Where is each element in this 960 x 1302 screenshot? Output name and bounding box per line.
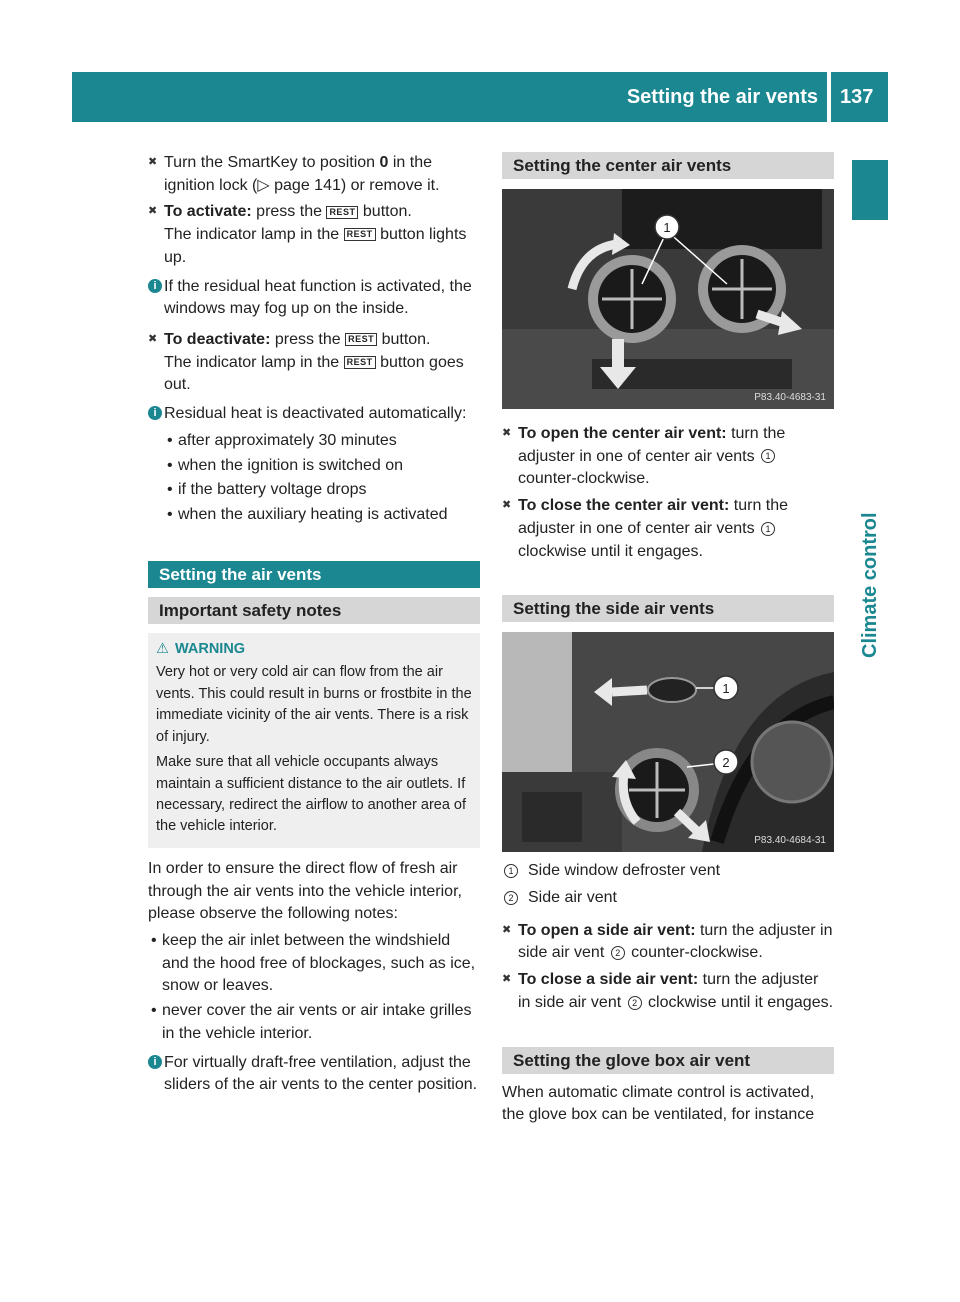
step-label: To open a side air vent: (518, 921, 696, 939)
side-vents-illustration (502, 632, 834, 852)
text: button goes out. (164, 353, 464, 394)
step-open-side-vent (502, 920, 834, 965)
list-item: • when the auxiliary heating is activated (167, 506, 448, 524)
callout-number: 1 (761, 449, 775, 463)
step-close-center-vent (502, 495, 834, 563)
list-item: • when the ignition is switched on (167, 456, 404, 474)
text: press the (251, 203, 327, 221)
page-reference[interactable]: ▷ page 141 (257, 176, 341, 194)
rest-key-icon: REST (345, 333, 377, 346)
step-arrow-icon: ✖ (502, 499, 512, 512)
info-icon: i (148, 279, 162, 293)
text: counter-clockwise. (518, 470, 650, 488)
step-label: To activate: (164, 203, 252, 221)
callout-number: 2 (611, 946, 625, 960)
step-turn-smartkey (148, 152, 480, 197)
callout-number: 1 (761, 522, 775, 536)
page-number: 137 (840, 86, 874, 108)
center-air-vents-photo (502, 189, 834, 409)
step-arrow-icon: ✖ (502, 923, 512, 936)
chapter-label: Climate control (859, 512, 881, 658)
rest-key-icon: REST (344, 356, 376, 369)
step-activate (148, 201, 480, 269)
left-column (148, 152, 480, 1105)
warning-triangle-icon: ⚠ (156, 640, 169, 657)
text: The indicator lamp in the (164, 226, 344, 244)
step-label: To deactivate: (164, 331, 271, 349)
text: counter-clockwise. (626, 944, 763, 962)
image-code: P83.40-4683-31 (754, 391, 826, 403)
text: clockwise until it engages. (518, 542, 703, 560)
text: button lights up. (164, 226, 467, 266)
text: The indicator lamp in the (164, 353, 344, 371)
callout-number: 1 (663, 220, 671, 235)
step-close-side-vent (502, 969, 834, 1014)
warning-box (148, 633, 480, 848)
step-label: To open the center air vent: (518, 425, 727, 442)
side-tab (852, 160, 888, 220)
step-arrow-icon: ✖ (502, 427, 512, 439)
step-arrow-icon: ✖ (502, 973, 512, 986)
info-icon: i (148, 406, 162, 420)
text: turn the adjuster in side air vent (518, 921, 833, 962)
list-item-text: if the battery voltage drops (178, 481, 367, 499)
header-divider (827, 72, 831, 122)
image-code: P83.40-4684-31 (754, 835, 826, 847)
list-item-text: after approximately 30 minutes (178, 431, 397, 449)
text: turn the adjuster in one of center air vents (518, 425, 786, 465)
glove-box-paragraph: When automatic climate control is activated, the glove box can be ventilated, for instance (502, 1083, 815, 1124)
legend-item (502, 860, 834, 883)
legend-item (502, 887, 834, 910)
right-column (502, 152, 834, 1131)
callout-number: 1 (722, 681, 730, 697)
text: clockwise until it engages. (643, 993, 834, 1011)
step-arrow-icon: ✖ (148, 156, 158, 168)
bullet-list (164, 430, 480, 527)
center-vents-illustration (502, 189, 834, 409)
list-item: • if the battery voltage drops (167, 481, 367, 499)
subsection-heading: Important safety notes (148, 597, 480, 624)
info-icon: i (148, 1055, 162, 1069)
warning-heading (156, 639, 472, 660)
subsection-heading: Setting the center air vents (502, 152, 834, 179)
text: button. (377, 331, 431, 349)
list-item: • keep the air inlet between the windshield and the hood free of blockages, such as ice, snow or leaves. (151, 932, 476, 995)
step-open-center-vent (502, 423, 834, 491)
callout-number: 2 (628, 996, 642, 1010)
info-text: Residual heat is deactivated automatically: (164, 405, 467, 423)
rest-key-icon: REST (344, 228, 376, 241)
position-value: 0 (379, 154, 389, 171)
list-item-text: never cover the air vents or air intake grilles in the vehicle interior. (162, 1002, 472, 1042)
list-item: • never cover the air vents or air intake grilles in the vehicle interior. (151, 1002, 472, 1042)
text: press the (270, 331, 346, 349)
info-text: For virtually draft-free ventilation, adjust the sliders of the air vents to the center position. (164, 1053, 478, 1094)
subsection-heading: Setting the glove box air vent (502, 1047, 834, 1074)
intro-paragraph: In order to ensure the direct flow of fresh air through the air vents into the vehicle interior, please observe the following notes: (148, 859, 462, 923)
warning-title: WARNING (175, 640, 246, 657)
warning-text: Make sure that all vehicle occupants always maintain a sufficient distance to the air outlets. If necessary, redirect the airflow to another area of the vehicle interior. (156, 754, 467, 835)
section-heading: Setting the air vents (148, 561, 480, 588)
info-note-residual-heat (148, 403, 480, 527)
step-arrow-icon: ✖ (148, 205, 158, 218)
notes-list (148, 930, 480, 1046)
list-item-text: when the auxiliary heating is activated (178, 506, 448, 524)
warning-text: Very hot or very cold air can flow from the air vents. This could result in burns or frostbite in the immediate vicinity of the air vents. There is a risk of injury. (156, 664, 472, 745)
step-arrow-icon: ✖ (148, 333, 158, 346)
page-title: Setting the air vents (626, 86, 818, 108)
text: in the ignition lock ( (164, 154, 433, 194)
info-text: If the residual heat function is activated, the windows may fog up on the inside. (164, 277, 472, 318)
info-note-draft-free (148, 1052, 480, 1097)
step-deactivate (148, 329, 480, 397)
list-item-text: keep the air inlet between the windshield and the hood free of blockages, such as ice, snow or leaves. (162, 932, 476, 995)
legend-text: Side window defroster vent (528, 862, 721, 880)
step-label: To close a side air vent: (518, 971, 699, 989)
info-note-fog (148, 276, 480, 321)
callout-number: 2 (722, 755, 730, 771)
callout-number: 2 (504, 891, 518, 905)
side-air-vents-photo (502, 632, 834, 852)
list-item-text: when the ignition is switched on (178, 456, 404, 474)
subsection-heading: Setting the side air vents (502, 595, 834, 622)
text: button. (358, 203, 412, 221)
list-item: • after approximately 30 minutes (167, 431, 397, 449)
step-label: To close the center air vent: (518, 497, 730, 515)
text: turn the adjuster in side air vent (518, 971, 819, 1011)
text: turn the adjuster in one of center air vents (518, 497, 789, 537)
text: ) or remove it. (340, 176, 440, 194)
text: Turn the SmartKey to position (164, 154, 380, 171)
callout-number: 1 (504, 864, 518, 878)
legend-text: Side air vent (528, 889, 617, 907)
rest-key-icon: REST (326, 206, 358, 219)
